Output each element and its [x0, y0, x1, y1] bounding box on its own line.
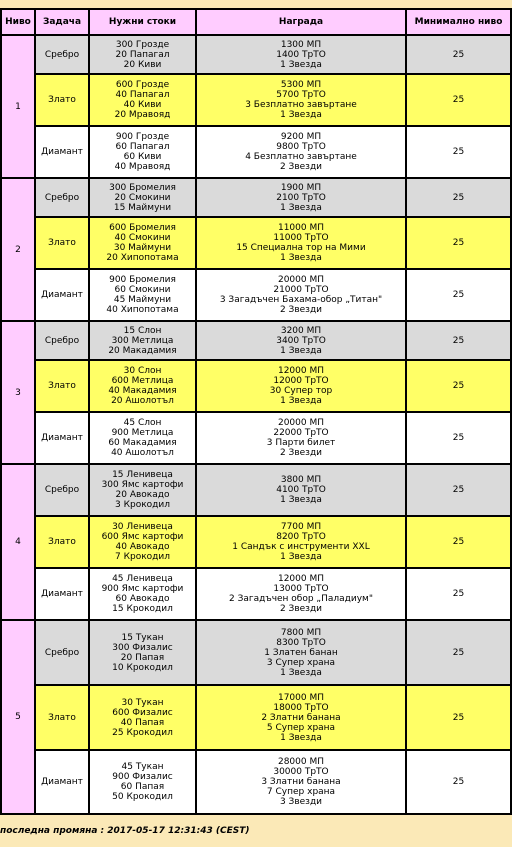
- reward-cell: [196, 750, 406, 814]
- reward-cell: [196, 568, 406, 620]
- min-level-cell: 25: [406, 750, 511, 814]
- min-level-cell: 25: [406, 321, 511, 360]
- goods-item: 50 Крокодил: [112, 792, 173, 802]
- reward-item: 1 Звезда: [280, 345, 322, 356]
- goods-item: 40 Мравояд: [114, 162, 171, 172]
- goods-item: 3 Крокодил: [115, 500, 170, 510]
- goods-item: 600 Бромелия: [109, 223, 176, 233]
- reward-item: 15 Специална тор на Мими: [236, 243, 366, 253]
- header-goods: Нужни стоки: [89, 9, 196, 35]
- goods-item: 300 Физалис: [112, 642, 173, 653]
- table-row: [1, 360, 511, 412]
- goods-item: 40 Хипопотама: [106, 305, 179, 315]
- goods-item: 60 Папагал: [115, 142, 170, 152]
- reward-cell: [196, 126, 406, 178]
- table-row: [1, 516, 511, 568]
- reward-item: 2 Загадъчен обор „Паладиум": [229, 594, 373, 604]
- header-min-level: Минимално ниво: [406, 9, 511, 35]
- task-cell: Сребро: [35, 321, 89, 360]
- goods-item: 900 Гроздe: [115, 132, 170, 142]
- goods-item: 45 Слон: [123, 418, 162, 428]
- min-level-cell: 25: [406, 126, 511, 178]
- min-level-cell: 25: [406, 360, 511, 412]
- task-cell: Злато: [35, 217, 89, 269]
- reward-item: 12000 МП: [277, 366, 325, 376]
- goods-item: 20 Папагал: [115, 49, 170, 60]
- task-cell: Сребро: [35, 620, 89, 685]
- task-cell: Злато: [35, 685, 89, 750]
- goods-item: 40 Киви: [123, 100, 162, 110]
- reward-item: 1 Звезда: [280, 396, 322, 406]
- goods-item: 20 Макадамия: [108, 345, 177, 356]
- min-level-cell: 25: [406, 464, 511, 516]
- table-row: [1, 412, 511, 464]
- task-cell: Диамант: [35, 126, 89, 178]
- reward-item: 1 Звезда: [280, 495, 322, 505]
- min-level-cell: 25: [406, 620, 511, 685]
- goods-item: 15 Ленивеца: [112, 470, 173, 480]
- goods-item: 20 Папая: [120, 652, 165, 663]
- goods-cell: [89, 35, 196, 74]
- level-cell: 2: [1, 178, 35, 321]
- goods-item: 45 Ленивеца: [112, 574, 173, 584]
- reward-cell: [196, 685, 406, 750]
- header-row: [1, 9, 511, 35]
- task-cell: Диамант: [35, 412, 89, 464]
- reward-item: 3200 МП: [280, 325, 322, 336]
- reward-item: 1300 МП: [280, 39, 322, 50]
- reward-item: 1 Звезда: [280, 202, 322, 213]
- goods-cell: [89, 126, 196, 178]
- reward-item: 9200 МП: [280, 132, 322, 142]
- reward-item: 7700 МП: [280, 522, 322, 532]
- header-level: Ниво: [1, 9, 35, 35]
- reward-item: 30 Супер тор: [269, 386, 333, 396]
- reward-item: 22000 ТрТО: [273, 428, 329, 438]
- level-cell: 3: [1, 321, 35, 464]
- reward-item: 3 Златни банана: [261, 777, 341, 787]
- goods-item: 20 Киви: [123, 59, 162, 70]
- reward-cell: [196, 74, 406, 126]
- goods-item: 45 Маймуни: [113, 295, 172, 305]
- goods-item: 40 Папагал: [115, 90, 170, 100]
- goods-item: 20 Мравояд: [114, 110, 171, 120]
- goods-item: 600 Ямс картофи: [101, 532, 184, 542]
- task-cell: Диамант: [35, 568, 89, 620]
- reward-item: 1 Звезда: [280, 552, 322, 562]
- reward-item: 3800 МП: [280, 475, 322, 485]
- goods-item: 60 Папая: [120, 782, 165, 792]
- reward-item: 17000 МП: [277, 692, 325, 703]
- reward-item: 21000 ТрТО: [273, 285, 329, 295]
- reward-item: 3 Загадъчен Бахама-обор „Титан": [219, 295, 383, 305]
- header-task: Задача: [35, 9, 89, 35]
- reward-cell: [196, 35, 406, 74]
- reward-item: 1 Звезда: [280, 110, 322, 120]
- min-level-cell: 25: [406, 269, 511, 321]
- table-row: [1, 685, 511, 750]
- goods-cell: [89, 217, 196, 269]
- reward-item: 3 Звезди: [279, 797, 323, 807]
- goods-item: 20 Смокини: [114, 192, 171, 203]
- reward-item: 3 Парти билет: [266, 438, 336, 448]
- reward-item: 12000 ТрТО: [273, 376, 329, 386]
- reward-cell: [196, 217, 406, 269]
- reward-item: 1900 МП: [280, 182, 322, 193]
- task-cell: Злато: [35, 360, 89, 412]
- goods-cell: [89, 74, 196, 126]
- reward-item: 2 Звезди: [279, 305, 323, 315]
- table-row: [1, 321, 511, 360]
- goods-cell: [89, 321, 196, 360]
- reward-item: 7800 МП: [280, 627, 322, 638]
- reward-item: 20000 МП: [277, 275, 325, 285]
- reward-item: 2 Златни банана: [261, 712, 341, 723]
- goods-cell: [89, 750, 196, 814]
- reward-item: 5300 МП: [280, 80, 322, 90]
- reward-item: 11000 ТрТО: [273, 233, 329, 243]
- goods-item: 30 Слон: [123, 366, 162, 376]
- reward-item: 2100 ТрТО: [276, 192, 326, 203]
- reward-item: 3 Безплатно завъртане: [245, 100, 357, 110]
- reward-item: 9800 ТрТО: [276, 142, 326, 152]
- reward-item: 4100 ТрТО: [276, 485, 326, 495]
- min-level-cell: 25: [406, 516, 511, 568]
- reward-item: 8300 ТрТО: [276, 637, 326, 648]
- goods-item: 40 Ашолотъл: [111, 448, 174, 458]
- reward-cell: [196, 360, 406, 412]
- table-row: [1, 126, 511, 178]
- table-row: [1, 178, 511, 217]
- goods-item: 30 Тукан: [121, 697, 164, 708]
- goods-item: 7 Крокодил: [115, 552, 170, 562]
- min-level-cell: 25: [406, 412, 511, 464]
- table-row: [1, 620, 511, 685]
- goods-item: 300 Гроздe: [115, 39, 170, 50]
- level-cell: 5: [1, 620, 35, 814]
- last-modified-note: последна промяна : 2017-05-17 12:31:43 (CEST): [0, 826, 250, 836]
- table-row: [1, 464, 511, 516]
- table-row: [1, 74, 511, 126]
- reward-item: 3 Супер храна: [266, 657, 336, 668]
- reward-cell: [196, 321, 406, 360]
- table-row: [1, 750, 511, 814]
- table-row: [1, 269, 511, 321]
- goods-cell: [89, 620, 196, 685]
- goods-cell: [89, 516, 196, 568]
- goods-item: 600 Метлица: [111, 376, 174, 386]
- goods-item: 20 Хипопотама: [106, 253, 179, 263]
- reward-item: 5 Супер храна: [266, 722, 336, 733]
- reward-cell: [196, 620, 406, 685]
- header-reward: Награда: [196, 9, 406, 35]
- goods-item: 60 Макадамия: [108, 438, 177, 448]
- min-level-cell: 25: [406, 568, 511, 620]
- goods-item: 600 Физалис: [112, 707, 173, 718]
- goods-cell: [89, 178, 196, 217]
- table-row: [1, 35, 511, 74]
- reward-item: 1 Звезда: [280, 732, 322, 743]
- reward-cell: [196, 269, 406, 321]
- level-cell: 1: [1, 35, 35, 178]
- reward-cell: [196, 178, 406, 217]
- goods-item: 300 Бромелия: [109, 182, 176, 193]
- task-cell: Злато: [35, 74, 89, 126]
- reward-item: 28000 МП: [277, 757, 325, 767]
- task-cell: Злато: [35, 516, 89, 568]
- reward-cell: [196, 412, 406, 464]
- goods-item: 40 Авокадо: [115, 542, 170, 552]
- reward-item: 18000 ТрТО: [273, 702, 329, 713]
- min-level-cell: 25: [406, 217, 511, 269]
- goods-item: 300 Метлица: [111, 335, 174, 346]
- table-row: [1, 568, 511, 620]
- goods-item: 900 Бромелия: [109, 275, 176, 285]
- reward-item: 7 Супер храна: [266, 787, 336, 797]
- reward-cell: [196, 516, 406, 568]
- goods-item: 20 Авокадо: [115, 490, 170, 500]
- reward-item: 11000 МП: [277, 223, 325, 233]
- reward-item: 8200 ТрТО: [276, 532, 326, 542]
- reward-item: 1400 ТрТО: [276, 49, 326, 60]
- reward-item: 20000 МП: [277, 418, 325, 428]
- goods-item: 20 Ашолотъл: [111, 396, 174, 406]
- goods-item: 15 Крокодил: [112, 604, 173, 614]
- min-level-cell: 25: [406, 74, 511, 126]
- goods-item: 10 Крокодил: [112, 662, 173, 673]
- goods-cell: [89, 464, 196, 516]
- goods-item: 25 Крокодил: [112, 727, 173, 738]
- goods-item: 45 Тукан: [121, 762, 164, 772]
- task-cell: Сребро: [35, 464, 89, 516]
- min-level-cell: 25: [406, 685, 511, 750]
- task-cell: Сребро: [35, 35, 89, 74]
- goods-cell: [89, 269, 196, 321]
- goods-cell: [89, 568, 196, 620]
- goods-item: 60 Авокадо: [115, 594, 170, 604]
- goods-item: 900 Метлица: [111, 428, 174, 438]
- reward-item: 1 Звезда: [280, 253, 322, 263]
- goods-cell: [89, 412, 196, 464]
- reward-item: 2 Звезди: [279, 604, 323, 614]
- goods-item: 300 Ямс картофи: [101, 480, 184, 490]
- goods-item: 600 Гроздe: [115, 80, 170, 90]
- reward-item: 2 Звезди: [279, 162, 323, 172]
- goods-cell: [89, 685, 196, 750]
- min-level-cell: 25: [406, 178, 511, 217]
- tasks-table: [0, 8, 512, 815]
- goods-item: 30 Маймуни: [113, 243, 172, 253]
- reward-item: 12000 МП: [277, 574, 325, 584]
- reward-item: 1 Златен банан: [264, 647, 338, 658]
- goods-item: 15 Слон: [123, 325, 162, 336]
- goods-item: 40 Смокини: [114, 233, 171, 243]
- goods-item: 40 Макадамия: [108, 386, 177, 396]
- goods-item: 900 Ямс картофи: [101, 584, 184, 594]
- task-cell: Диамант: [35, 750, 89, 814]
- reward-item: 2 Звезди: [279, 448, 323, 458]
- goods-item: 60 Смокини: [114, 285, 171, 295]
- table-row: [1, 217, 511, 269]
- goods-item: 60 Киви: [123, 152, 162, 162]
- goods-item: 40 Папая: [120, 717, 165, 728]
- reward-cell: [196, 464, 406, 516]
- level-cell: 4: [1, 464, 35, 620]
- min-level-cell: 25: [406, 35, 511, 74]
- goods-cell: [89, 360, 196, 412]
- goods-item: 15 Маймуни: [113, 202, 172, 213]
- reward-item: 3400 ТрТО: [276, 335, 326, 346]
- reward-item: 4 Безплатно завъртане: [245, 152, 357, 162]
- reward-item: 30000 ТрТО: [273, 767, 329, 777]
- reward-item: 1 Звезда: [280, 667, 322, 678]
- goods-item: 30 Ленивеца: [112, 522, 173, 532]
- goods-item: 900 Физалис: [112, 772, 173, 782]
- task-cell: Сребро: [35, 178, 89, 217]
- goods-item: 15 Тукан: [121, 632, 164, 643]
- reward-item: 1 Звезда: [280, 59, 322, 70]
- reward-item: 1 Сандък с инструменти XXL: [232, 542, 370, 552]
- table-body: [1, 35, 511, 814]
- reward-item: 13000 ТрТО: [273, 584, 329, 594]
- task-cell: Диамант: [35, 269, 89, 321]
- reward-item: 5700 ТрТО: [276, 90, 326, 100]
